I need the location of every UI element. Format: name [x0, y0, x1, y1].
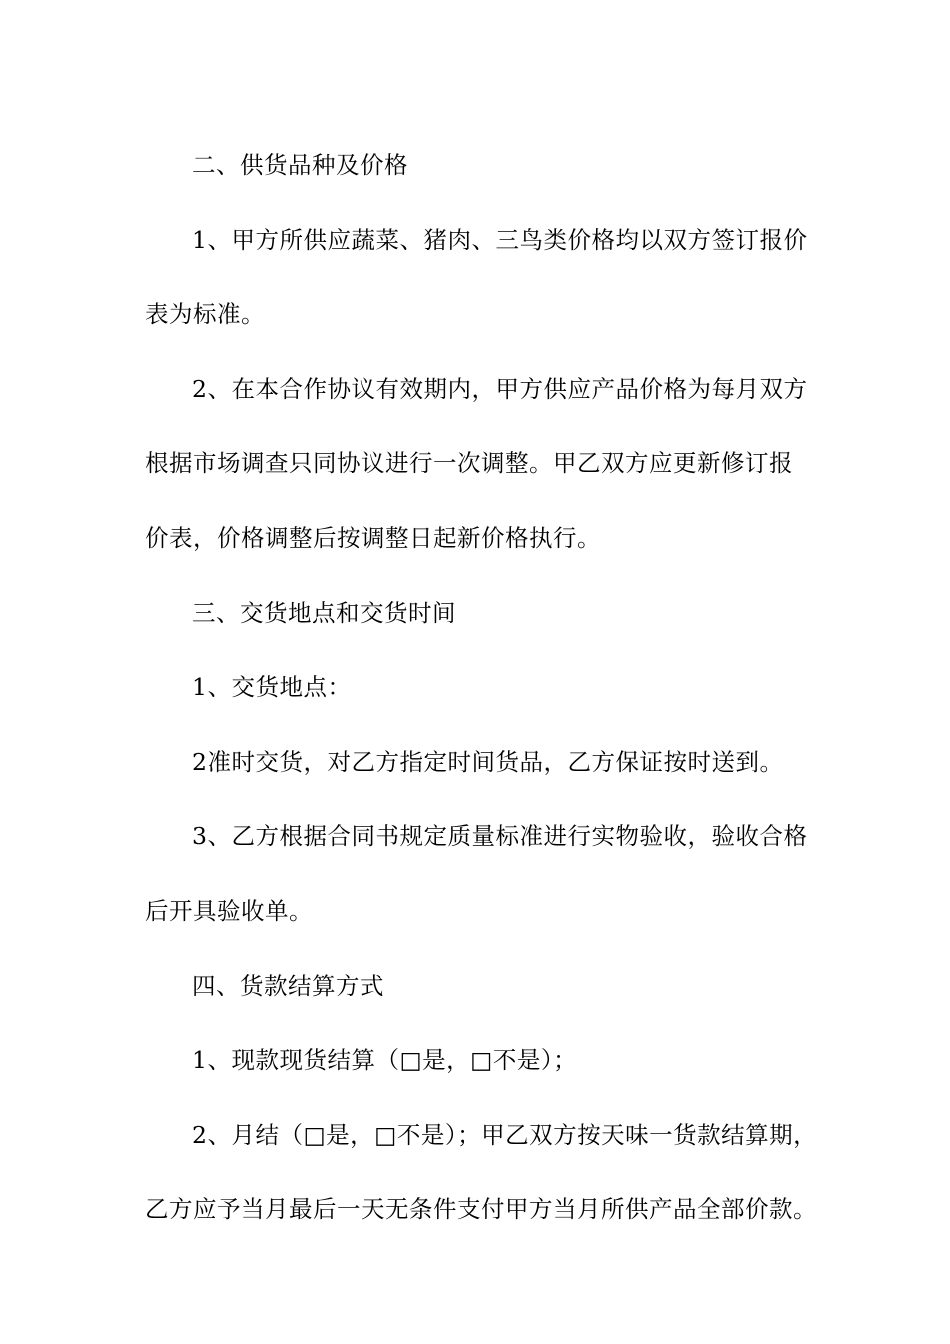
section-heading-delivery: 三、交货地点和交货时间	[192, 598, 456, 627]
paragraph-line: 3、乙方根据合同书规定质量标准进行实物验收，验收合格	[192, 822, 808, 851]
paragraph-line: 表为标准。	[145, 300, 265, 329]
paragraph-line: 1、交货地点：	[192, 673, 352, 702]
paragraph-line: 2、在本合作协议有效期内，甲方供应产品价格为每月双方	[192, 374, 808, 403]
paragraph-line: 1、现款现货结算（□是，□不是）；	[192, 1046, 578, 1075]
paragraph-line: 1、甲方所供应蔬菜、猪肉、三鸟类价格均以双方签订报价	[192, 225, 808, 254]
section-heading-supply-varieties: 二、供货品种及价格	[192, 151, 408, 179]
paragraph-line: 2、月结（□是，□不是）；甲乙双方按天味一货款结算期，	[192, 1120, 818, 1149]
paragraph-line: 根据市场调查只同协议进行一次调整。甲乙双方应更新修订报	[145, 449, 793, 478]
paragraph-line: 乙方应予当月最后一天无条件支付甲方当月所供产品全部价款。	[145, 1195, 817, 1224]
paragraph-line: 2准时交货，对乙方指定时间货品，乙方保证按时送到。	[192, 747, 784, 776]
paragraph-line: 后开具验收单。	[145, 896, 313, 925]
document-body	[145, 128, 818, 1247]
section-heading-payment: 四、货款结算方式	[192, 971, 384, 1000]
paragraph-line: 价表，价格调整后按调整日起新价格执行。	[145, 523, 601, 552]
